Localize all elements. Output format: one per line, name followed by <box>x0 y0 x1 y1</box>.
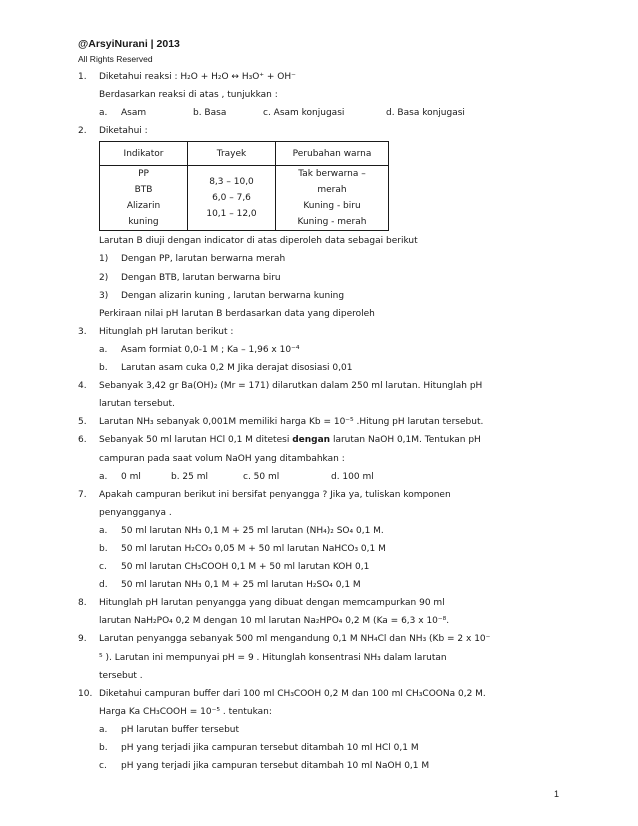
option: d. Basa konjugasi <box>386 108 465 119</box>
question-text: Harga Ka CH₃COOH = 10⁻⁵ . tentukan: <box>99 706 272 717</box>
item-label: c. <box>99 562 107 573</box>
option-row <box>99 104 573 122</box>
page-number: 1 <box>554 789 560 799</box>
question-text: Larutan penyangga sebanyak 500 ml mengandung 0,1 M NH₄Cl dan NH₃ (Kb = 2 x 10⁻ <box>99 634 491 645</box>
list-item <box>99 341 573 359</box>
table-cell <box>276 166 389 231</box>
item-text: Dengan PP, larutan berwarna merah <box>121 254 286 265</box>
question-5 <box>78 413 573 431</box>
option-label: a. <box>99 471 108 482</box>
question-1 <box>78 68 573 122</box>
cell-line: PP <box>138 169 149 180</box>
option: d. 100 ml <box>331 471 374 482</box>
question-10 <box>78 685 573 775</box>
option: 0 ml <box>121 471 141 482</box>
cell-line: kuning <box>128 217 159 228</box>
item-text: 50 ml larutan NH₃ 0,1 M + 25 ml larutan (NH₄)₂ SO₄ 0,1 M. <box>121 525 384 536</box>
option: Asam <box>121 108 147 119</box>
question-number: 2. <box>78 126 87 137</box>
option-label: a. <box>99 108 108 119</box>
option: c. Asam konjugasi <box>263 108 345 119</box>
question-text: Hitunglah pH larutan berikut : <box>99 326 234 337</box>
table-header: Indikator <box>100 142 188 166</box>
question-text: Diketahui reaksi : H₂O + H₂O ↔ H₃O⁺ + OH⁻ <box>99 72 296 82</box>
question-number: 10. <box>78 688 93 699</box>
list-item <box>99 739 573 757</box>
question-text: Berdasarkan reaksi di atas , tunjukkan : <box>99 90 278 101</box>
question-3 <box>78 323 573 377</box>
header-subtitle: All Rights Reserved <box>78 54 153 64</box>
list-item <box>99 269 573 287</box>
question-number: 8. <box>78 598 87 609</box>
item-text: Dengan BTB, larutan berwarna biru <box>121 272 281 283</box>
item-label: d. <box>99 580 108 591</box>
question-text: campuran pada saat volum NaOH yang ditambahkan : <box>99 453 345 464</box>
bold-word: dengan <box>292 435 331 446</box>
indicator-table <box>99 141 389 231</box>
item-text: pH larutan buffer tersebut <box>121 724 240 735</box>
question-number: 3. <box>78 326 87 337</box>
item-label: b. <box>99 743 108 753</box>
option: b. Basa <box>193 108 227 119</box>
question-7 <box>78 486 573 595</box>
item-text: 50 ml larutan NH₃ 0,1 M + 25 ml larutan H₂SO₄ 0,1 M <box>121 580 361 591</box>
cell-line: Kuning - merah <box>297 217 367 228</box>
option: b. 25 ml <box>171 471 209 482</box>
table-header: Perubahan warna <box>276 142 389 166</box>
cell-line: 6,0 – 7,6 <box>212 193 251 204</box>
question-text: Larutan B diuji dengan indicator di atas diperoleh data sebagai berikut <box>99 236 418 247</box>
item-text: Larutan asam cuka 0,2 M Jika derajat disosiasi 0,01 <box>121 363 353 374</box>
question-text: ⁵ ). Larutan ini mempunyai pH = 9 . Hitunglah konsentrasi NH₃ dalam larutan <box>99 652 447 663</box>
question-text: penyangganya . <box>99 507 172 518</box>
item-text: Asam formiat 0,0-1 M ; Ka – 1,96 x 10⁻⁴ <box>121 344 300 355</box>
question-list <box>78 68 573 775</box>
item-label: b. <box>99 543 108 554</box>
table-cell <box>100 166 188 231</box>
list-item <box>99 287 573 305</box>
question-text: Apakah campuran berikut ini bersifat penyangga ? Jika ya, tuliskan komponen <box>99 489 451 500</box>
question-number: 4. <box>78 381 87 392</box>
cell-line: 8,3 – 10,0 <box>209 177 254 188</box>
question-4 <box>78 377 573 413</box>
cell-line: Kuning - biru <box>303 201 361 212</box>
item-label: a. <box>99 724 108 735</box>
question-number: 6. <box>78 435 87 446</box>
item-label: c. <box>99 761 107 772</box>
text-run: Sebanyak 50 ml larutan HCl 0,1 M ditetesi <box>99 435 290 446</box>
question-text: Diketahui campuran buffer dari 100 ml CH₃COOH 0,2 M dan 100 ml CH₃COONa 0,2 M. <box>99 688 486 699</box>
table-row <box>100 166 389 231</box>
cell-line: Tak berwarna – <box>298 169 366 180</box>
item-text: Dengan alizarin kuning , larutan berwarna kuning <box>121 290 345 301</box>
item-label: a. <box>99 344 108 355</box>
list-item <box>99 757 573 775</box>
item-label: b. <box>99 363 108 374</box>
question-2 <box>78 122 573 323</box>
list-item <box>99 721 573 739</box>
table-header-row <box>100 142 389 166</box>
item-label: a. <box>99 525 108 536</box>
item-label: 2) <box>99 272 109 283</box>
list-item <box>99 359 573 377</box>
item-text: pH yang terjadi jika campuran tersebut ditambah 10 ml NaOH 0,1 M <box>121 761 430 772</box>
item-text: pH yang terjadi jika campuran tersebut ditambah 10 ml HCl 0,1 M <box>121 743 419 753</box>
text-run: larutan NaOH 0,1M. Tentukan pH <box>332 435 481 446</box>
table-cell <box>188 166 276 231</box>
option-row <box>99 468 573 486</box>
question-text: Hitunglah pH larutan penyangga yang dibuat dengan memcampurkan 90 ml <box>99 598 445 609</box>
item-text: 50 ml larutan H₂CO₃ 0,05 M + 50 ml larutan NaHCO₃ 0,1 M <box>121 543 386 554</box>
question-6 <box>78 431 573 485</box>
question-text: larutan NaH₂PO₄ 0,2 M dengan 10 ml larutan Na₂HPO₄ 0,2 M (Ka = 6,3 x 10⁻⁸. <box>99 616 450 627</box>
question-text: Sebanyak 3,42 gr Ba(OH)₂ (Mr = 171) dilarutkan dalam 250 ml larutan. Hitunglah pH <box>99 381 483 392</box>
question-number: 1. <box>78 72 87 82</box>
list-item <box>99 250 573 268</box>
table-header: Trayek <box>188 142 276 166</box>
question-text: Larutan NH₃ sebanyak 0,001M memiliki harga Kb = 10⁻⁵ .Hitung pH larutan tersebut. <box>99 417 484 428</box>
question-8 <box>78 594 573 630</box>
option: c. 50 ml <box>243 471 280 482</box>
list-item <box>99 558 573 576</box>
cell-line: 10,1 – 12,0 <box>206 209 257 220</box>
question-text <box>99 431 573 449</box>
question-text: larutan tersebut. <box>99 399 175 410</box>
question-number: 9. <box>78 634 87 645</box>
question-text: tersebut . <box>99 670 143 681</box>
item-label: 3) <box>99 290 109 301</box>
question-9 <box>78 630 573 684</box>
list-item <box>99 540 573 558</box>
cell-line: Alizarin <box>126 201 161 212</box>
question-text: Perkiraan nilai pH larutan B berdasarkan data yang diperoleh <box>99 308 375 319</box>
question-text: Diketahui : <box>99 126 148 137</box>
question-number: 5. <box>78 417 87 428</box>
item-text: 50 ml larutan CH₃COOH 0,1 M + 50 ml larutan KOH 0,1 <box>121 562 370 573</box>
header-title: @ArsyiNurani | 2013 <box>78 38 180 50</box>
list-item <box>99 576 573 594</box>
question-number: 7. <box>78 489 87 500</box>
item-label: 1) <box>99 254 109 265</box>
cell-line: BTB <box>134 185 153 196</box>
cell-line: merah <box>317 185 347 196</box>
list-item <box>99 522 573 540</box>
